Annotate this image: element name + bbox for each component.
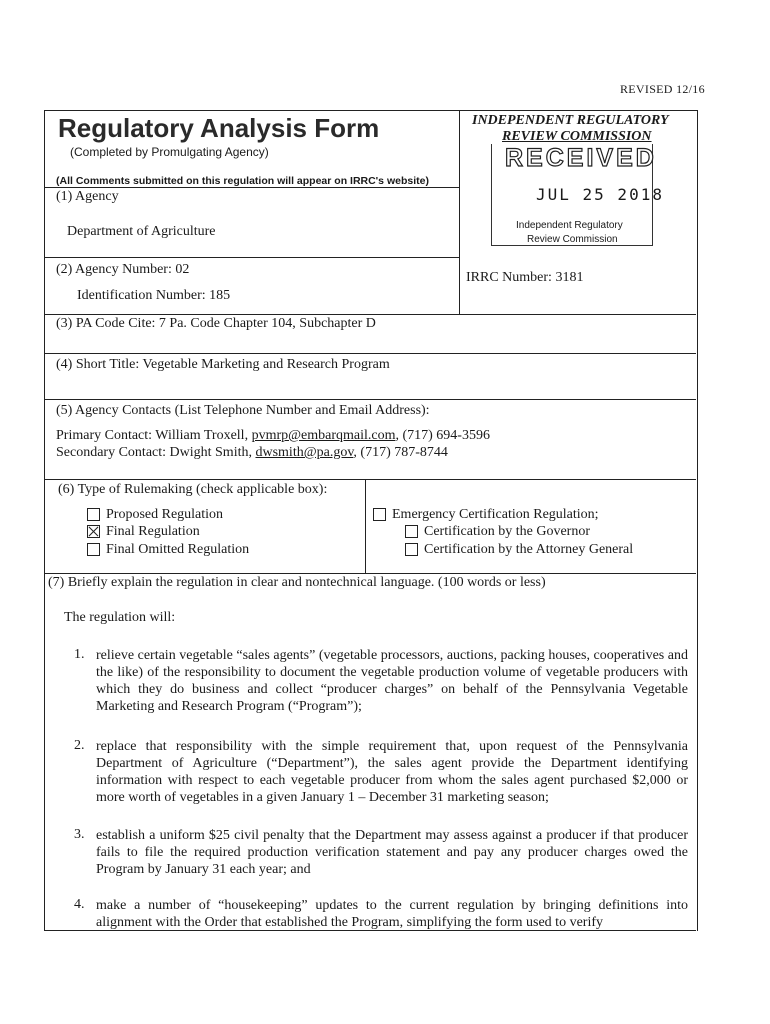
stamp-line1: Independent Regulatory bbox=[516, 220, 623, 231]
secondary-contact bbox=[56, 445, 448, 461]
contacts-label: (5) Agency Contacts (List Telephone Number and Email Address): bbox=[56, 403, 430, 418]
list-item: establish a uniform $25 civil penalty that the Department may assess against a producer if that producer fails to file the required production verification statement and pay any producer charges owed the Program by January 31 each year; and bbox=[96, 828, 688, 877]
irrc-number: IRRC Number: 3181 bbox=[466, 270, 584, 285]
label-certification-attorney-general: Certification by the Attorney General bbox=[424, 542, 634, 557]
rule-contacts-top bbox=[44, 399, 696, 400]
comments-note: (All Comments submitted on this regulation will appear on IRRC's website) bbox=[56, 175, 429, 187]
list-item: relieve certain vegetable “sales agents” (vegetable processors, auctions, packing houses, cooperatives and the like) of the responsibility to document the vegetable production volume of vegetable producers with which they do business and collect “producer charges” on behalf of the Pennsylvania Vegetable Marketing and Research Program (“Program”); bbox=[96, 648, 688, 714]
secondary-contact-prefix: Secondary Contact: Dwight Smith, bbox=[56, 445, 256, 460]
item-number: 4. bbox=[74, 897, 85, 912]
rule-agency-top bbox=[44, 187, 459, 188]
checkbox-certification-attorney-general[interactable] bbox=[405, 543, 418, 556]
irrc-header-line2: REVIEW COMMISSION bbox=[502, 129, 652, 144]
explain-label: (7) Briefly explain the regulation in clear and nontechnical language. (100 words or less) bbox=[48, 575, 546, 590]
label-proposed-regulation: Proposed Regulation bbox=[106, 507, 224, 522]
agency-number: (2) Agency Number: 02 bbox=[56, 262, 190, 277]
label-final-regulation: Final Regulation bbox=[106, 524, 200, 539]
rule-pa-code-top bbox=[44, 314, 696, 315]
secondary-contact-suffix: , (717) 787-8744 bbox=[353, 445, 448, 460]
checkbox-certification-governor[interactable] bbox=[405, 525, 418, 538]
primary-contact-prefix: Primary Contact: William Troxell, bbox=[56, 428, 252, 443]
primary-email-link[interactable]: pvmrp@embarqmail.com bbox=[251, 428, 396, 443]
agency-value: Department of Agriculture bbox=[67, 224, 216, 239]
rule-rulemaking-top bbox=[44, 479, 696, 480]
rulemaking-label: (6) Type of Rulemaking (check applicable box): bbox=[58, 482, 328, 497]
form-subtitle: (Completed by Promulgating Agency) bbox=[70, 145, 269, 159]
pa-code-cite: (3) PA Code Cite: 7 Pa. Code Chapter 104, Subchapter D bbox=[56, 316, 376, 331]
item-number: 1. bbox=[74, 647, 85, 662]
checkbox-emergency-certification[interactable] bbox=[373, 508, 386, 521]
identification-number: Identification Number: 185 bbox=[77, 288, 231, 303]
form-title: Regulatory Analysis Form bbox=[58, 113, 380, 143]
label-certification-governor: Certification by the Governor bbox=[424, 524, 591, 539]
header-divider bbox=[459, 110, 460, 314]
checkbox-final-regulation[interactable] bbox=[87, 525, 100, 538]
item-number: 3. bbox=[74, 827, 85, 842]
label-emergency-certification: Emergency Certification Regulation; bbox=[392, 507, 599, 522]
rulemaking-divider bbox=[365, 479, 366, 573]
list-item: replace that responsibility with the simple requirement that, upon request of the Pennsylvania Department of Agriculture (“Department”), the sales agent provide the Department identifying information with respect to each vegetable producer from whom the sales agent purchased $2,000 or more worth of vegetables in a given January 1 – December 31 marketing season; bbox=[96, 739, 688, 805]
rule-explain-top bbox=[44, 573, 696, 574]
stamp-received: RECEIVED bbox=[505, 144, 657, 172]
intro-text: The regulation will: bbox=[64, 610, 176, 625]
rule-agency-bottom bbox=[44, 257, 459, 258]
short-title: (4) Short Title: Vegetable Marketing and Research Program bbox=[56, 357, 390, 372]
rule-page-bottom bbox=[44, 930, 696, 931]
rule-short-title-top bbox=[44, 353, 696, 354]
list-item: make a number of “housekeeping” updates to the current regulation by bringing definitions into alignment with the Order that established the Program, simplifying the form used to verify bbox=[96, 898, 688, 929]
irrc-header-line1: INDEPENDENT REGULATORY bbox=[472, 113, 669, 128]
primary-contact-suffix: , (717) 694-3596 bbox=[395, 428, 490, 443]
item-number: 2. bbox=[74, 738, 85, 753]
agency-label: (1) Agency bbox=[56, 189, 119, 204]
secondary-email-link[interactable]: dwsmith@pa.gov bbox=[255, 445, 354, 460]
stamp-line2: Review Commission bbox=[527, 234, 618, 245]
revised-label: REVISED 12/16 bbox=[620, 82, 705, 96]
checkbox-final-omitted-regulation[interactable] bbox=[87, 543, 100, 556]
stamp-date: JUL 25 2018 bbox=[536, 185, 664, 204]
label-final-omitted-regulation: Final Omitted Regulation bbox=[106, 542, 250, 557]
checkbox-proposed-regulation[interactable] bbox=[87, 508, 100, 521]
primary-contact bbox=[56, 428, 490, 444]
irrc-header bbox=[472, 113, 694, 145]
